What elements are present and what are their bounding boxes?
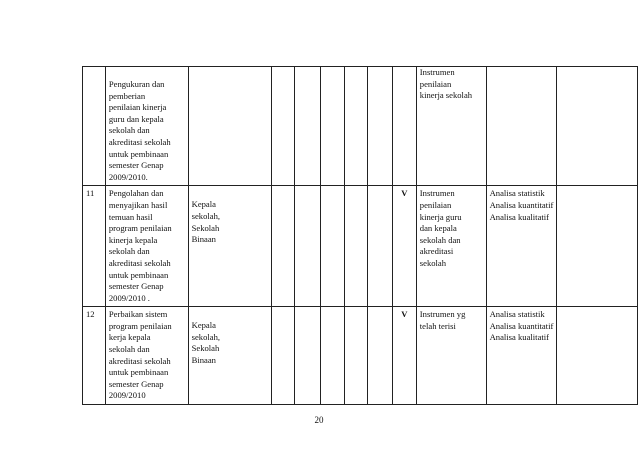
- month-check-cell: [393, 67, 417, 186]
- empty-cell: [557, 67, 638, 186]
- activity-line: 2009/2010.: [108, 171, 148, 182]
- month-cell: [321, 67, 345, 186]
- analysis-cell: [486, 186, 557, 307]
- instrument-line: dan kepala: [419, 223, 457, 234]
- activity-line: Perbaikan sistem: [108, 309, 168, 320]
- instrument-line: Instrumen yg: [419, 309, 466, 320]
- empty-cell: [557, 186, 638, 307]
- activity-line: untuk pembinaan: [108, 367, 169, 378]
- analysis-line: Analisa kualitatif: [489, 211, 550, 222]
- month-check-cell: V: [393, 307, 417, 405]
- schedule-table: [82, 66, 638, 405]
- instrument-line: akreditasi: [419, 246, 454, 257]
- instrument-cell: [416, 307, 486, 405]
- instrument-cell: [416, 186, 486, 307]
- month-cell: [368, 186, 393, 307]
- month-cell: [271, 307, 295, 405]
- target-line: sekolah,: [191, 331, 221, 342]
- target-line: Sekolah: [191, 343, 220, 354]
- activity-line: pemberian: [108, 90, 146, 101]
- activity-line: sekolah dan: [108, 344, 150, 355]
- activity-line: akreditasi sekolah: [108, 136, 171, 147]
- activity-line: Pengolahan dan: [108, 188, 164, 199]
- activity-line: program penilaian: [108, 320, 172, 331]
- instrument-cell: [416, 67, 486, 186]
- activity-line: semester Genap: [108, 378, 164, 389]
- target-line: Kepala: [191, 320, 216, 331]
- month-cell: [344, 307, 368, 405]
- instrument-line: sekolah dan: [419, 234, 461, 245]
- empty-cell: [557, 307, 638, 405]
- activity-line: kerja kepala: [108, 332, 151, 343]
- month-check-cell: V: [393, 186, 417, 307]
- activity-line: akreditasi sekolah: [108, 257, 171, 268]
- analysis-line: Analisa kuantitatif: [489, 199, 554, 210]
- analysis-cell: [486, 67, 557, 186]
- target-line: Binaan: [191, 355, 216, 366]
- activity-cell: [105, 186, 188, 307]
- instrument-line: sekolah: [419, 257, 447, 268]
- analysis-cell: [486, 307, 557, 405]
- activity-line: untuk pembinaan: [108, 269, 169, 280]
- activity-line: kinerja kepala: [108, 234, 158, 245]
- target-cell: [188, 186, 271, 307]
- activity-line: menyajikan hasil: [108, 199, 168, 210]
- activity-cell: [105, 67, 188, 186]
- instrument-line: kinerja sekolah: [419, 90, 473, 101]
- analysis-line: Analisa statistik: [489, 188, 545, 199]
- instrument-line: penilaian: [419, 78, 452, 89]
- month-cell: [295, 307, 321, 405]
- activity-line: Pengukuran dan: [108, 79, 165, 89]
- month-cell: [271, 67, 295, 186]
- instrument-line: telah terisi: [419, 320, 456, 331]
- target-cell: [188, 67, 271, 186]
- target-cell: [188, 307, 271, 405]
- row-number: 11: [83, 186, 106, 307]
- target-line: sekolah,: [191, 210, 221, 221]
- activity-line: untuk pembinaan: [108, 148, 169, 159]
- instrument-line: kinerja guru: [419, 211, 462, 222]
- month-cell: [368, 307, 393, 405]
- table-row: [83, 67, 638, 186]
- instrument-line: Instrumen: [419, 67, 455, 77]
- month-cell: [344, 186, 368, 307]
- table-row: [83, 186, 638, 307]
- activity-line: akreditasi sekolah: [108, 355, 171, 366]
- activity-line: penilaian kinerja: [108, 102, 167, 113]
- instrument-line: Instrumen: [419, 188, 455, 199]
- month-cell: [295, 67, 321, 186]
- target-line: Sekolah: [191, 222, 220, 233]
- activity-line: semester Genap: [108, 160, 164, 171]
- month-cell: [344, 67, 368, 186]
- activity-line: sekolah dan: [108, 125, 150, 136]
- row-number: 12: [83, 307, 106, 405]
- analysis-line: Analisa kuantitatif: [489, 320, 554, 331]
- month-cell: [271, 186, 295, 307]
- target-line: Binaan: [191, 234, 216, 245]
- table-row: [83, 307, 638, 405]
- activity-line: temuan hasil: [108, 211, 153, 222]
- instrument-line: penilaian: [419, 199, 452, 210]
- month-cell: [321, 186, 345, 307]
- analysis-line: Analisa kualitatif: [489, 332, 550, 343]
- activity-line: 2009/2010: [108, 390, 146, 401]
- analysis-line: Analisa statistik: [489, 309, 545, 320]
- activity-cell: [105, 307, 188, 405]
- month-cell: [368, 67, 393, 186]
- activity-line: program penilaian: [108, 223, 172, 234]
- activity-line: guru dan kepala: [108, 113, 164, 124]
- month-cell: [321, 307, 345, 405]
- activity-line: 2009/2010 .: [108, 292, 150, 303]
- target-line: Kepala: [191, 199, 216, 210]
- activity-line: sekolah dan: [108, 246, 150, 257]
- activity-line: semester Genap: [108, 281, 164, 292]
- row-number: [83, 67, 106, 186]
- month-cell: [295, 186, 321, 307]
- page-number: 20: [314, 415, 324, 425]
